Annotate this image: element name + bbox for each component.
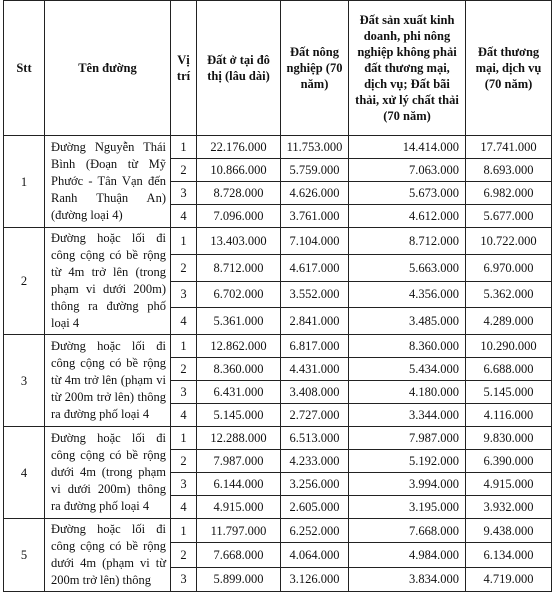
table-row (4, 519, 552, 543)
production-land-price: 5.673.000 (349, 182, 466, 205)
agri-land-price: 4.064.000 (281, 543, 349, 567)
street-name: Đường hoặc lối đi công cộng có bề rộng từ 4m trở lên (trong phạm vi dưới 200m) thông ra đường phố loại 4 (45, 228, 171, 335)
street-name: Đường hoặc lối đi công cộng có bề rộng dưới 4m (trong phạm vi dưới 200m) thông ra đường phố loại 4 (45, 427, 171, 519)
position-cell: 1 (171, 519, 197, 543)
urban-land-price: 5.899.000 (197, 567, 281, 591)
agri-land-price: 4.431.000 (281, 358, 349, 381)
row-stt: 5 (4, 519, 45, 592)
commercial-land-price: 9.438.000 (466, 519, 552, 543)
agri-land-price: 3.761.000 (281, 205, 349, 228)
position-cell: 2 (171, 254, 197, 281)
agri-land-price: 2.727.000 (281, 404, 349, 427)
production-land-price: 5.663.000 (349, 254, 466, 281)
agri-land-price: 11.753.000 (281, 136, 349, 159)
production-land-price: 4.612.000 (349, 205, 466, 228)
agri-land-price: 4.233.000 (281, 450, 349, 473)
production-land-price: 4.984.000 (349, 543, 466, 567)
urban-land-price: 5.145.000 (197, 404, 281, 427)
commercial-land-price: 5.362.000 (466, 281, 552, 308)
position-cell: 3 (171, 381, 197, 404)
position-cell: 2 (171, 358, 197, 381)
table-row (4, 136, 552, 159)
header-stt: Stt (4, 1, 45, 136)
production-land-price: 7.668.000 (349, 519, 466, 543)
agri-land-price: 6.513.000 (281, 427, 349, 450)
position-cell: 4 (171, 404, 197, 427)
production-land-price: 3.485.000 (349, 308, 466, 335)
land-price-table (3, 0, 552, 592)
row-stt: 2 (4, 228, 45, 335)
production-land-price: 3.195.000 (349, 496, 466, 519)
position-cell: 3 (171, 182, 197, 205)
commercial-land-price: 5.145.000 (466, 381, 552, 404)
urban-land-price: 8.360.000 (197, 358, 281, 381)
header-agri-land: Đất nông nghiệp (70 năm) (281, 1, 349, 136)
agri-land-price: 6.252.000 (281, 519, 349, 543)
street-name: Đường Nguyễn Thái Bình (Đoạn từ Mỹ Phước - Tân Vạn đến Ranh Thuận An) (đường loại 4) (45, 136, 171, 228)
commercial-land-price: 3.932.000 (466, 496, 552, 519)
table-body (4, 136, 552, 592)
header-urban-land: Đất ở tại đô thị (lâu dài) (197, 1, 281, 136)
row-stt: 4 (4, 427, 45, 519)
urban-land-price: 6.144.000 (197, 473, 281, 496)
urban-land-price: 7.987.000 (197, 450, 281, 473)
urban-land-price: 8.712.000 (197, 254, 281, 281)
agri-land-price: 5.759.000 (281, 159, 349, 182)
agri-land-price: 3.256.000 (281, 473, 349, 496)
production-land-price: 3.994.000 (349, 473, 466, 496)
header-commercial-land: Đất thương mại, dịch vụ (70 năm) (466, 1, 552, 136)
position-cell: 3 (171, 473, 197, 496)
position-cell: 2 (171, 159, 197, 182)
position-cell: 2 (171, 543, 197, 567)
commercial-land-price: 4.719.000 (466, 567, 552, 591)
commercial-land-price: 10.722.000 (466, 228, 552, 255)
urban-land-price: 6.702.000 (197, 281, 281, 308)
commercial-land-price: 4.915.000 (466, 473, 552, 496)
urban-land-price: 4.915.000 (197, 496, 281, 519)
street-name: Đường hoặc lối đi công cộng có bề rộng dưới 4m (phạm vi từ 200m trở lên) thông (45, 519, 171, 592)
commercial-land-price: 8.693.000 (466, 159, 552, 182)
agri-land-price: 6.817.000 (281, 335, 349, 358)
agri-land-price: 3.408.000 (281, 381, 349, 404)
production-land-price: 5.192.000 (349, 450, 466, 473)
production-land-price: 4.356.000 (349, 281, 466, 308)
position-cell: 4 (171, 496, 197, 519)
commercial-land-price: 5.677.000 (466, 205, 552, 228)
table-row (4, 427, 552, 450)
production-land-price: 3.344.000 (349, 404, 466, 427)
urban-land-price: 12.862.000 (197, 335, 281, 358)
row-stt: 3 (4, 335, 45, 427)
urban-land-price: 6.431.000 (197, 381, 281, 404)
urban-land-price: 7.096.000 (197, 205, 281, 228)
urban-land-price: 5.361.000 (197, 308, 281, 335)
urban-land-price: 7.668.000 (197, 543, 281, 567)
commercial-land-price: 4.116.000 (466, 404, 552, 427)
street-name: Đường hoặc lối đi công cộng có bề rộng từ 4m trở lên (phạm vi từ 200m trở lên) thông ra đường phố loại 4 (45, 335, 171, 427)
header-position: Vị trí (171, 1, 197, 136)
urban-land-price: 10.866.000 (197, 159, 281, 182)
position-cell: 3 (171, 567, 197, 591)
commercial-land-price: 9.830.000 (466, 427, 552, 450)
agri-land-price: 3.126.000 (281, 567, 349, 591)
production-land-price: 14.414.000 (349, 136, 466, 159)
position-cell: 1 (171, 335, 197, 358)
position-cell: 1 (171, 427, 197, 450)
position-cell: 3 (171, 281, 197, 308)
production-land-price: 4.180.000 (349, 381, 466, 404)
production-land-price: 7.063.000 (349, 159, 466, 182)
header-production-land: Đất sản xuất kinh doanh, phi nông nghiệp không phải đất thương mại, dịch vụ; Đất bãi thải, xử lý chất thải (70 năm) (349, 1, 466, 136)
position-cell: 4 (171, 308, 197, 335)
commercial-land-price: 6.970.000 (466, 254, 552, 281)
agri-land-price: 4.626.000 (281, 182, 349, 205)
agri-land-price: 2.841.000 (281, 308, 349, 335)
urban-land-price: 8.728.000 (197, 182, 281, 205)
urban-land-price: 11.797.000 (197, 519, 281, 543)
agri-land-price: 2.605.000 (281, 496, 349, 519)
header-street: Tên đường (45, 1, 171, 136)
position-cell: 2 (171, 450, 197, 473)
urban-land-price: 12.288.000 (197, 427, 281, 450)
position-cell: 1 (171, 228, 197, 255)
agri-land-price: 7.104.000 (281, 228, 349, 255)
production-land-price: 8.360.000 (349, 335, 466, 358)
header-row (4, 1, 552, 136)
agri-land-price: 4.617.000 (281, 254, 349, 281)
production-land-price: 5.434.000 (349, 358, 466, 381)
agri-land-price: 3.552.000 (281, 281, 349, 308)
commercial-land-price: 6.982.000 (466, 182, 552, 205)
commercial-land-price: 17.741.000 (466, 136, 552, 159)
position-cell: 1 (171, 136, 197, 159)
production-land-price: 3.834.000 (349, 567, 466, 591)
production-land-price: 7.987.000 (349, 427, 466, 450)
table-row (4, 228, 552, 255)
production-land-price: 8.712.000 (349, 228, 466, 255)
position-cell: 4 (171, 205, 197, 228)
urban-land-price: 22.176.000 (197, 136, 281, 159)
commercial-land-price: 10.290.000 (466, 335, 552, 358)
commercial-land-price: 6.134.000 (466, 543, 552, 567)
commercial-land-price: 6.688.000 (466, 358, 552, 381)
commercial-land-price: 6.390.000 (466, 450, 552, 473)
commercial-land-price: 4.289.000 (466, 308, 552, 335)
urban-land-price: 13.403.000 (197, 228, 281, 255)
row-stt: 1 (4, 136, 45, 228)
table-row (4, 335, 552, 358)
